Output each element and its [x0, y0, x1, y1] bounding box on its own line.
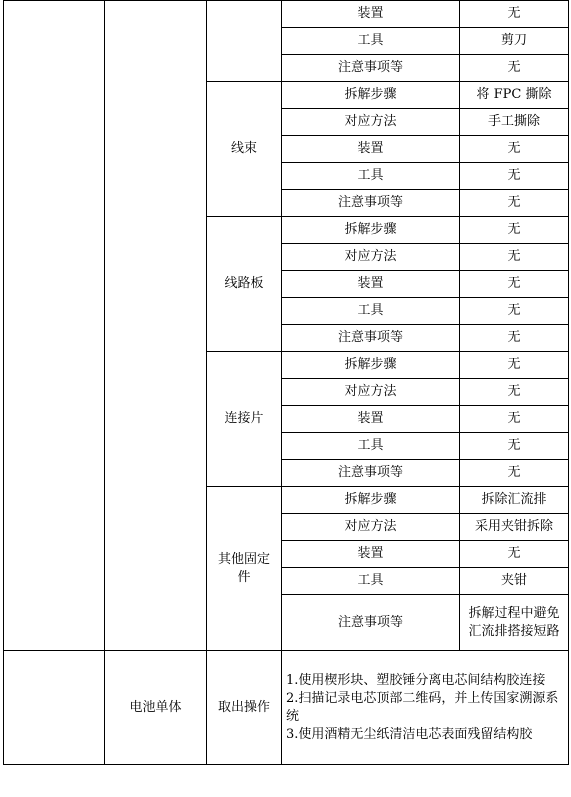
attribute-label: 对应方法	[282, 244, 460, 271]
attribute-value: 无	[460, 460, 569, 487]
step-item: 3.使用酒精无尘纸清洁电芯表面残留结构胶	[286, 726, 533, 742]
attribute-value: 无	[460, 55, 569, 82]
step-item: 2.扫描记录电芯顶部二维码，并上传国家溯源系统	[286, 690, 559, 724]
component-name: 线路板	[207, 217, 282, 352]
attribute-value: 无	[460, 136, 569, 163]
component-name: 其他固定件	[207, 487, 282, 651]
attribute-value: 无	[460, 1, 569, 28]
table-row	[4, 1, 569, 28]
attribute-label: 拆解步骤	[282, 82, 460, 109]
attribute-label: 注意事项等	[282, 190, 460, 217]
attribute-label: 注意事项等	[282, 460, 460, 487]
attribute-value: 无	[460, 298, 569, 325]
category-cell-empty	[4, 1, 105, 651]
attribute-value: 无	[460, 433, 569, 460]
attribute-label: 对应方法	[282, 379, 460, 406]
attribute-label: 装置	[282, 1, 460, 28]
attribute-label: 拆解步骤	[282, 487, 460, 514]
attribute-label: 工具	[282, 28, 460, 55]
category-name	[4, 651, 105, 765]
attribute-label: 注意事项等	[282, 595, 460, 651]
attribute-label: 装置	[282, 541, 460, 568]
attribute-label: 注意事项等	[282, 55, 460, 82]
attribute-value: 无	[460, 541, 569, 568]
attribute-label: 拆解步骤	[282, 217, 460, 244]
component-cell-empty	[207, 1, 282, 82]
attribute-value: 无	[460, 217, 569, 244]
component-name: 连接片	[207, 352, 282, 487]
attribute-value: 无	[460, 352, 569, 379]
attribute-value: 拆除汇流排	[460, 487, 569, 514]
subcategory-cell-empty	[105, 1, 207, 651]
attribute-value: 无	[460, 379, 569, 406]
attribute-value: 无	[460, 190, 569, 217]
part-name: 电池单体	[105, 651, 207, 765]
step-item: 1.使用楔形块、塑胶锤分离电芯间结构胶连接	[286, 672, 546, 688]
disassembly-table	[3, 0, 569, 765]
operation-name: 取出操作	[207, 651, 282, 765]
attribute-label: 装置	[282, 406, 460, 433]
attribute-label: 拆解步骤	[282, 352, 460, 379]
attribute-label: 工具	[282, 433, 460, 460]
attribute-label: 对应方法	[282, 514, 460, 541]
attribute-label: 注意事项等	[282, 325, 460, 352]
attribute-label: 工具	[282, 298, 460, 325]
attribute-label: 工具	[282, 568, 460, 595]
attribute-label: 对应方法	[282, 109, 460, 136]
attribute-value: 无	[460, 406, 569, 433]
attribute-value: 无	[460, 244, 569, 271]
attribute-value: 无	[460, 163, 569, 190]
attribute-value: 剪刀	[460, 28, 569, 55]
attribute-value: 拆解过程中避免汇流排搭接短路	[460, 595, 569, 651]
operation-steps	[282, 651, 569, 765]
attribute-value: 无	[460, 271, 569, 298]
attribute-value: 夹钳	[460, 568, 569, 595]
attribute-label: 工具	[282, 163, 460, 190]
attribute-value: 将 FPC 撕除	[460, 82, 569, 109]
attribute-value: 无	[460, 325, 569, 352]
component-name: 线束	[207, 82, 282, 217]
attribute-label: 装置	[282, 136, 460, 163]
attribute-value: 采用夹钳拆除	[460, 514, 569, 541]
attribute-value: 手工撕除	[460, 109, 569, 136]
attribute-label: 装置	[282, 271, 460, 298]
table-row	[4, 651, 569, 765]
